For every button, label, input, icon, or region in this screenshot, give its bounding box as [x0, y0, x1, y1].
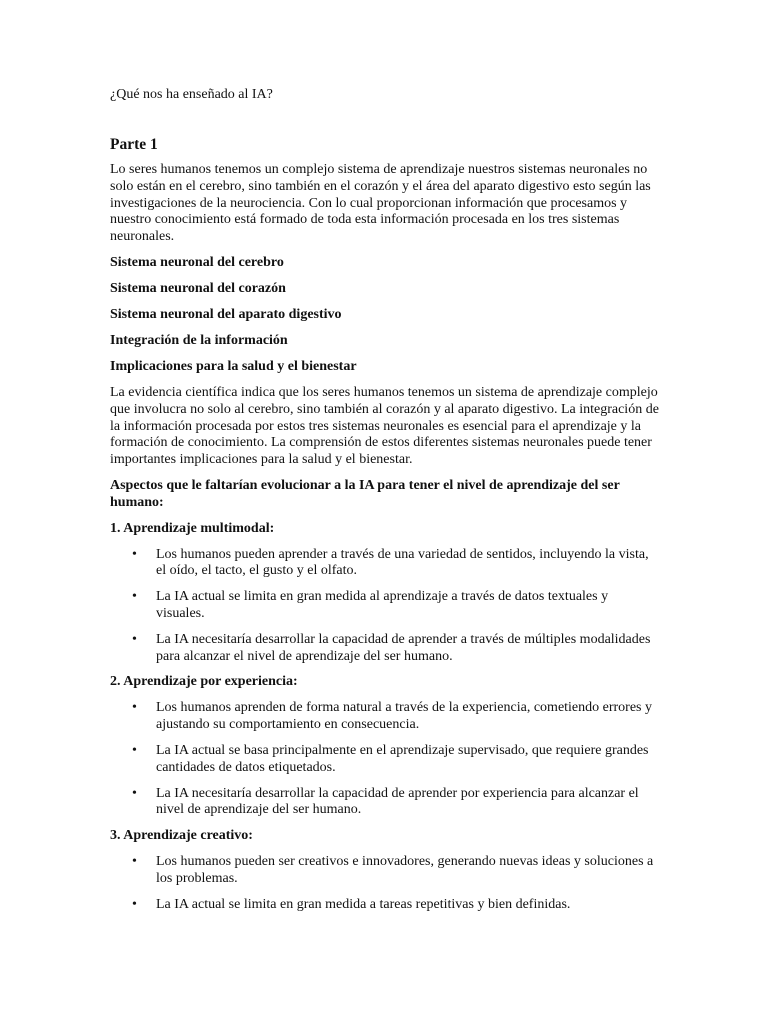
list-item — [110, 589, 660, 623]
bullet-list-multimodal — [110, 547, 660, 666]
list-item-text: La IA actual se limita en gran medida a tareas repetitivas y bien definidas. — [156, 896, 571, 912]
bullet-icon: • — [132, 631, 137, 647]
subheading-health: Implicaciones para la salud y el bienestar — [110, 358, 357, 374]
subheading-integration: Integración de la información — [110, 332, 288, 348]
aspects-heading: Aspectos que le faltarían evolucionar a la IA para tener el nivel de aprendizaje del ser humano: — [110, 477, 620, 510]
list-item — [110, 700, 660, 734]
document-page — [110, 86, 660, 923]
subheading-brain: Sistema neuronal del cerebro — [110, 254, 284, 270]
bullet-icon: • — [132, 589, 137, 605]
bullet-icon: • — [132, 785, 137, 801]
list-item-text: La IA necesitaría desarrollar la capacidad de aprender a través de múltiples modalidades para alcanzar el nivel de aprendizaje del ser humano. — [156, 631, 651, 664]
list-item — [110, 897, 660, 914]
bullet-icon: • — [132, 700, 137, 716]
bullet-list-experience — [110, 700, 660, 819]
section-heading-creative: 3. Aprendizaje creativo: — [110, 828, 253, 844]
bullet-icon: • — [132, 546, 137, 562]
list-item-text: La IA necesitaría desarrollar la capacidad de aprender por experiencia para alcanzar el nivel de aprendizaje del ser humano. — [156, 785, 639, 818]
intro-paragraph: Lo seres humanos tenemos un complejo sistema de aprendizaje nuestros sistemas neuronales no solo están en el cerebro, sino también en el corazón y el área del aparato digestivo esto según las investigaciones de la neurociencia. Con lo cual proporcionan información que procesamos y nuestro conocimiento está formado de toda esta información procesada en los tres sistemas neuronales. — [110, 162, 651, 245]
list-item — [110, 547, 660, 581]
section-heading-multimodal: 1. Aprendizaje multimodal: — [110, 520, 275, 536]
subheading-digestive: Sistema neuronal del aparato digestivo — [110, 306, 342, 322]
document-title: ¿Qué nos ha enseñado al IA? — [110, 87, 273, 102]
evidence-paragraph: La evidencia científica indica que los seres humanos tenemos un sistema de aprendizaje complejo que involucra no solo al cerebro, sino también al corazón y al aparato digestivo. La integración de la información procesada por estos tres sistemas neuronales es esencial para el aprendizaje y la formación de conocimiento. La comprensión de estos diferentes sistemas neuronales puede tener importantes implicaciones para la salud y el bienestar. — [110, 384, 659, 468]
part-heading: Parte 1 — [110, 136, 158, 153]
list-item-text: La IA actual se basa principalmente en el aprendizaje supervisado, que requiere grandes cantidades de datos etiquetados. — [156, 743, 649, 775]
list-item — [110, 786, 660, 820]
list-item — [110, 743, 660, 777]
bullet-icon: • — [132, 743, 137, 759]
list-item-text: La IA actual se limita en gran medida al aprendizaje a través de datos textuales y visuales. — [156, 589, 609, 622]
list-item — [110, 632, 660, 666]
list-item-text: Los humanos pueden aprender a través de una variedad de sentidos, incluyendo la vista, el oído, el tacto, el gusto y el olfato. — [156, 546, 649, 579]
list-item-text: Los humanos pueden ser creativos e innovadores, generando nuevas ideas y soluciones a los problemas. — [156, 854, 654, 886]
bullet-list-creative — [110, 854, 660, 913]
list-item-text: Los humanos aprenden de forma natural a través de la experiencia, cometiendo errores y ajustando su comportamiento en consecuencia. — [156, 700, 653, 733]
list-item — [110, 854, 660, 888]
section-heading-experience: 2. Aprendizaje por experiencia: — [110, 674, 298, 690]
bullet-icon: • — [132, 896, 137, 912]
bullet-icon: • — [132, 854, 137, 870]
subheading-heart: Sistema neuronal del corazón — [110, 280, 286, 296]
